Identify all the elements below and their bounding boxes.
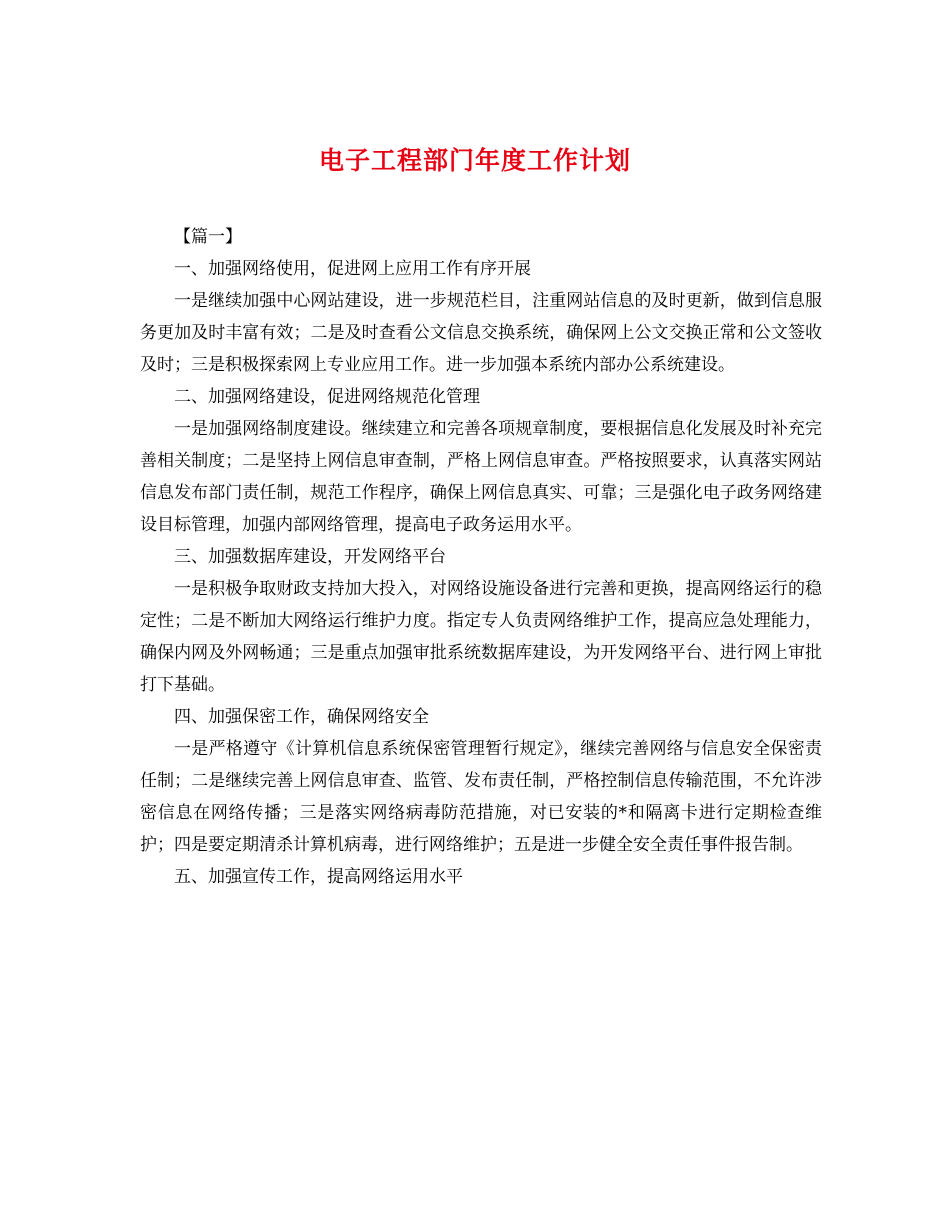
document-title: 电子工程部门年度工作计划 — [318, 146, 631, 175]
paragraph-2: 一是加强网络制度建设。继续建立和完善各项规章制度，要根据信息化发展及时补充完善相关制度；二是坚持上网信息审查制，严格上网信息审查。严格按照要求，认真落实网站信息发布部门责任制，规范工作程序，确保上网信息真实、可靠；三是强化电子政务网络建设目标管理，加强内部网络管理，提高电子政务运用水平。 — [140, 419, 822, 535]
heading-3: 三、加强数据库建设，开发网络平台 — [174, 547, 446, 567]
document-body — [140, 221, 822, 893]
heading-5: 五、加强宣传工作，提高网络运用水平 — [174, 867, 463, 887]
paragraph-4: 一是严格遵守《计算机信息系统保密管理暂行规定》，继续完善网络与信息安全保密责任制；二是继续完善上网信息审查、监管、发布责任制，严格控制信息传输范围，不允许涉密信息在网络传播；三是落实网络病毒防范措施，对已安装的*和隔离卡进行定期检查维护；四是要定期清杀计算机病毒，进行网络维护；五是进一步健全安全责任事件报告制。 — [140, 739, 822, 855]
section-marker: 【篇一】 — [174, 227, 242, 247]
heading-2: 二、加强网络建设，促进网络规范化管理 — [174, 387, 480, 407]
heading-1: 一、加强网络使用，促进网上应用工作有序开展 — [174, 259, 531, 279]
paragraph-3: 一是积极争取财政支持加大投入，对网络设施设备进行完善和更换，提高网络运行的稳定性；二是不断加大网络运行维护力度。指定专人负责网络维护工作，提高应急处理能力，确保内网及外网畅通；三是重点加强审批系统数据库建设，为开发网络平台、进行网上审批打下基础。 — [140, 579, 822, 695]
heading-4: 四、加强保密工作，确保网络安全 — [174, 707, 429, 727]
paragraph-1: 一是继续加强中心网站建设，进一步规范栏目，注重网站信息的及时更新，做到信息服务更加及时丰富有效；二是及时查看公文信息交换系统，确保网上公文交换正常和公文签收及时；三是积极探索网上专业应用工作。进一步加强本系统内部办公系统建设。 — [140, 291, 822, 375]
